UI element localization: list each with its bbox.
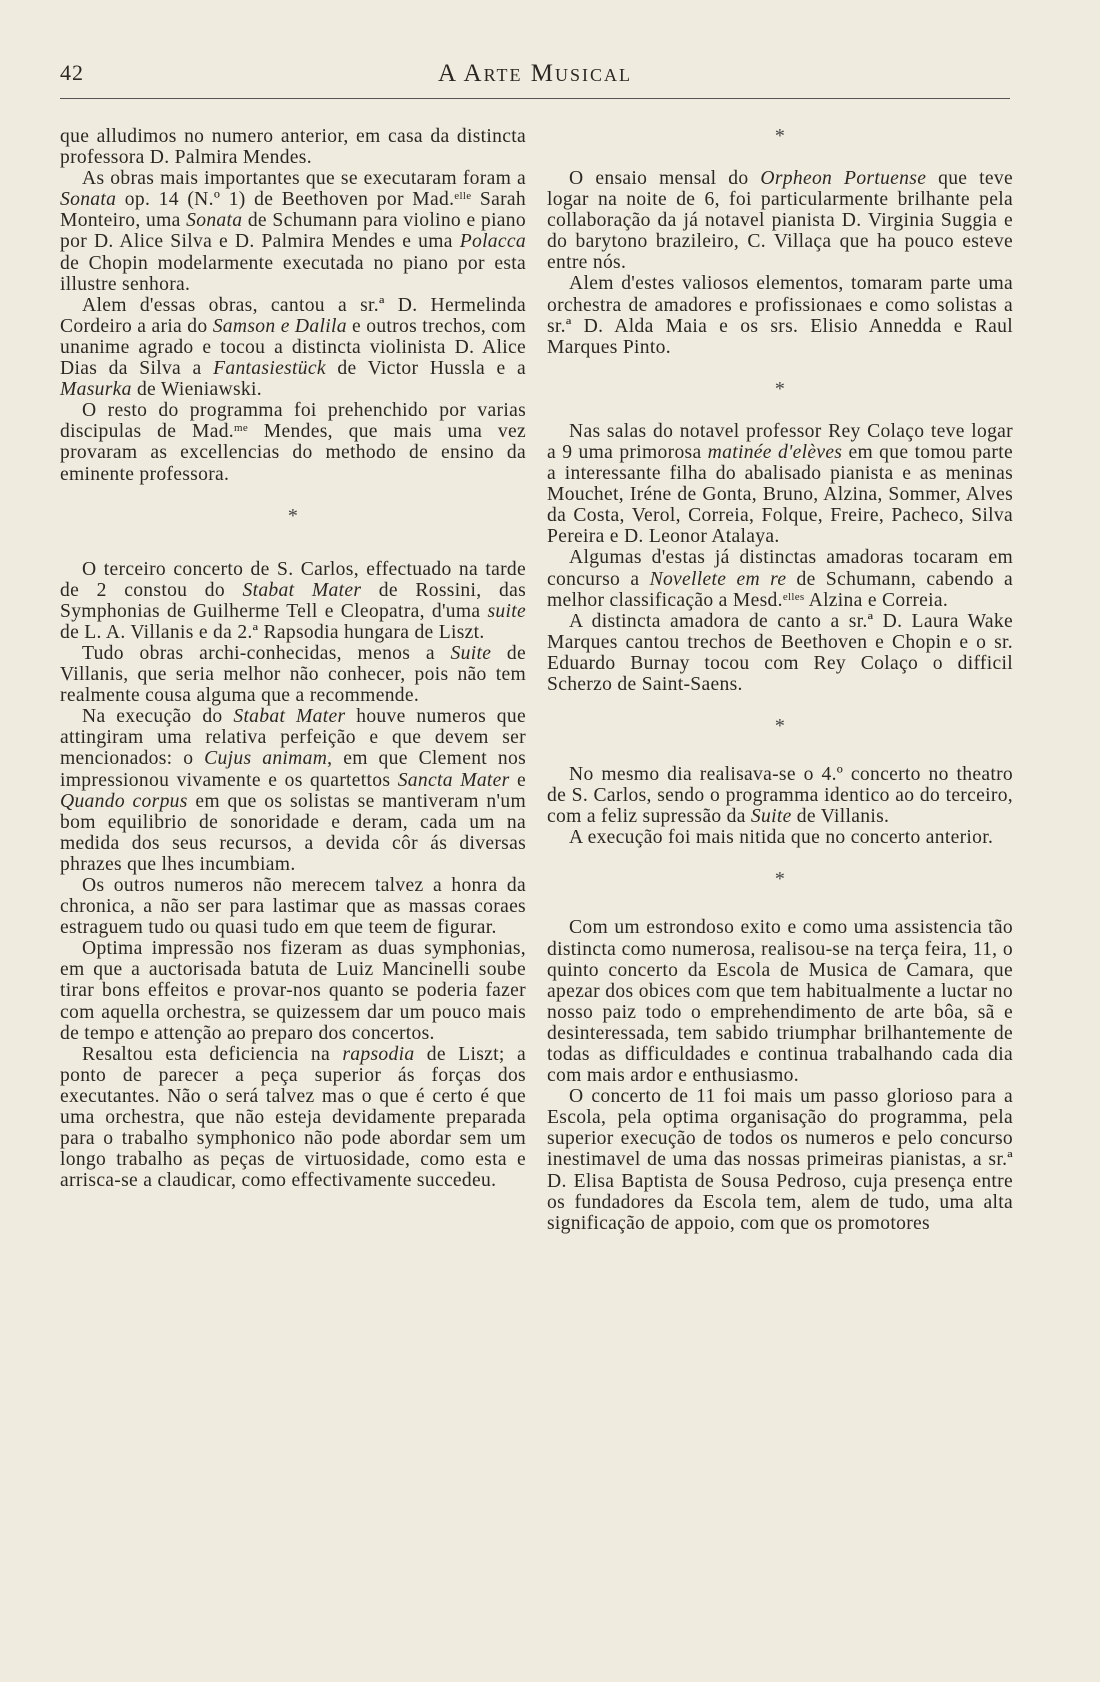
section-separator-asterisk: * <box>774 868 786 891</box>
paragraph: Algumas d'estas já distinctas amadoras tocaram em concurso a Novellete em re de Schumann, cabendo a melhor classificação a Mesd.$^{elles}$ Alzina e Correia. <box>547 547 1013 611</box>
paragraph: No mesmo dia realisava-se o 4.º concerto no theatro de S. Carlos, sendo o programma identico ao do terceiro, com a feliz supressão da Suite de Villanis. <box>547 764 1013 828</box>
page-number: 42 <box>60 60 84 85</box>
paragraph: Alem d'essas obras, cantou a sr.ª D. Hermelinda Cordeiro a aria do Samson e Dalila e outros trechos, com unanime agrado e tocou a distincta violinista D. Alice Dias da Silva a Fantasiestück de Victor Hussla e a Masurka de Wieniawski. <box>60 294 527 401</box>
right-column <box>547 126 1013 1234</box>
paragraph: O ensaio mensal do Orpheon Portuense que teve logar na noite de 6, foi particularmente brilhante pela collaboração da já notavel pianista D. Virginia Suggia e do barytono brazileiro, C. Villaça que ha pouco esteve entre nós. <box>547 168 1014 274</box>
paragraph: O terceiro concerto de S. Carlos, effectuado na tarde de 2 constou do Stabat Mater de Rossini, das Symphonias de Guilherme Tell e Cleopatra, d'uma suite de L. A. Villanis e da 2.ª Rapsodia hungara de Liszt. <box>60 558 527 643</box>
paragraph: Na execução do Stabat Mater houve numeros que attingiram uma relativa perfeição e que devem ser mencionados: o Cujus animam, em que Clement nos impressionou vivamente e os quartettos Sancta Mater e Quando corpus em que os solistas se mantiveram n'um bom equilibrio de sonoridade e deram, cada um na medida dos seus recursos, a devida côr ás diversas phrazes que lhes incumbiam. <box>60 706 526 875</box>
section-separator-asterisk: * <box>774 377 786 400</box>
running-title: A Arte Musical <box>438 60 632 87</box>
paragraph: O resto do programma foi prehenchido por varias discipulas de Mad.$^{me}$ Mendes, que mais uma vez provaram as excellencias do methodo de ensino da eminente professora. <box>60 400 526 485</box>
paragraph: que alludimos no numero anterior, em casa da distincta professora D. Palmira Mendes. <box>60 126 526 169</box>
paragraph: Os outros numeros não merecem talvez a honra da chronica, a não ser para lastimar que as massas coraes estraguem tudo ou quasi tudo em que teem de figurar. <box>60 875 526 939</box>
section-separator-asterisk: * <box>287 504 299 527</box>
paragraph: Alem d'estes valiosos elementos, tomaram parte uma orchestra de amadores e profissionaes e como solistas a sr.ª D. Alda Maia e os srs. Elisio Annedda e Raul Marques Pinto. <box>547 273 1013 358</box>
page-header <box>60 60 1010 99</box>
paragraph: Com um estrondoso exito e como uma assistencia tão distincta como numerosa, realisou-se na terça feira, 11, o quinto concerto da Escola de Musica de Camara, que apezar dos obices com que tem habitualmente a luctar no nosso paiz todo o emprehendimento de arte bôa, sã e desinteressada, tem sabido triumphar brilhantemente de todas as difficuldades e continua trabalhando cada dia com mais ardor e enthusiasmo. <box>547 917 1013 1087</box>
paragraph: Tudo obras archi-conhecidas, menos a Suite de Villanis, que seria melhor não conhecer, pois não tem realmente cousa alguma que a recommende. <box>60 642 526 707</box>
left-column <box>60 126 526 1191</box>
paragraph: As obras mais importantes que se executaram foram a Sonata op. 14 (N.º 1) de Beethoven por Mad.$^{elle}$ Sarah Monteiro, uma Sonata de Schumann para violino e piano por D. Alice Silva e D. Palmira Mendes e uma Polacca de Chopin modelarmente executada no piano por esta illustre senhora. <box>60 168 526 295</box>
paragraph: O concerto de 11 foi mais um passo glorioso para a Escola, pela optima organisação do programma, pela superior execução de todos os numeros e pelo concurso inestimavel de uma das nossas primeiras pianistas, a sr.ª D. Elisa Baptista de Sousa Pedroso, cuja presença entre os fundadores da Escola tem, alem de tudo, uma alta significação de appoio, com que os promotores <box>547 1086 1013 1234</box>
paragraph: A execução foi mais nitida que no concerto anterior. <box>569 827 994 849</box>
section-separator-asterisk: * <box>774 715 786 738</box>
section-separator-asterisk: * <box>774 125 786 147</box>
paragraph: Optima impressão nos fizeram as duas symphonias, em que a auctorisada batuta de Luiz Mancinelli soube tirar bons effeitos e provar-nos quanto se poderia fazer com aquella orchestra, se quizessem dar um pouco mais de tempo e attenção ao preparo dos concertos. <box>60 938 526 1044</box>
paragraph: Nas salas do notavel professor Rey Colaço teve logar a 9 uma primorosa matinée d'elèves em que tomou parte a interessante filha do abalisado pianista e as meninas Mouchet, Iréne de Gonta, Bruno, Alzina, Sommer, Alves da Costa, Verol, Correia, Folque, Freire, Pacheco, Silva Pereira e D. Leonor Atalaya. <box>547 420 1013 548</box>
paragraph: A distincta amadora de canto a sr.ª D. Laura Wake Marques cantou trechos de Beethoven e Chopin e o sr. Eduardo Burnay tocou com Rey Colaço o difficil Scherzo de Saint-Saens. <box>547 610 1013 695</box>
paragraph: Resaltou esta deficiencia na rapsodia de Liszt; a ponto de parecer a peça superior ás forças dos executantes. Não o será talvez mas o que é certo é que uma orchestra, que não esteja devidamente preparada para o trabalho symphonico não pode abordar sem um longo trabalho as peças de virtuosidade, como esta e arrisca-se a claudicar, como effectivamente succedeu. <box>60 1043 526 1192</box>
